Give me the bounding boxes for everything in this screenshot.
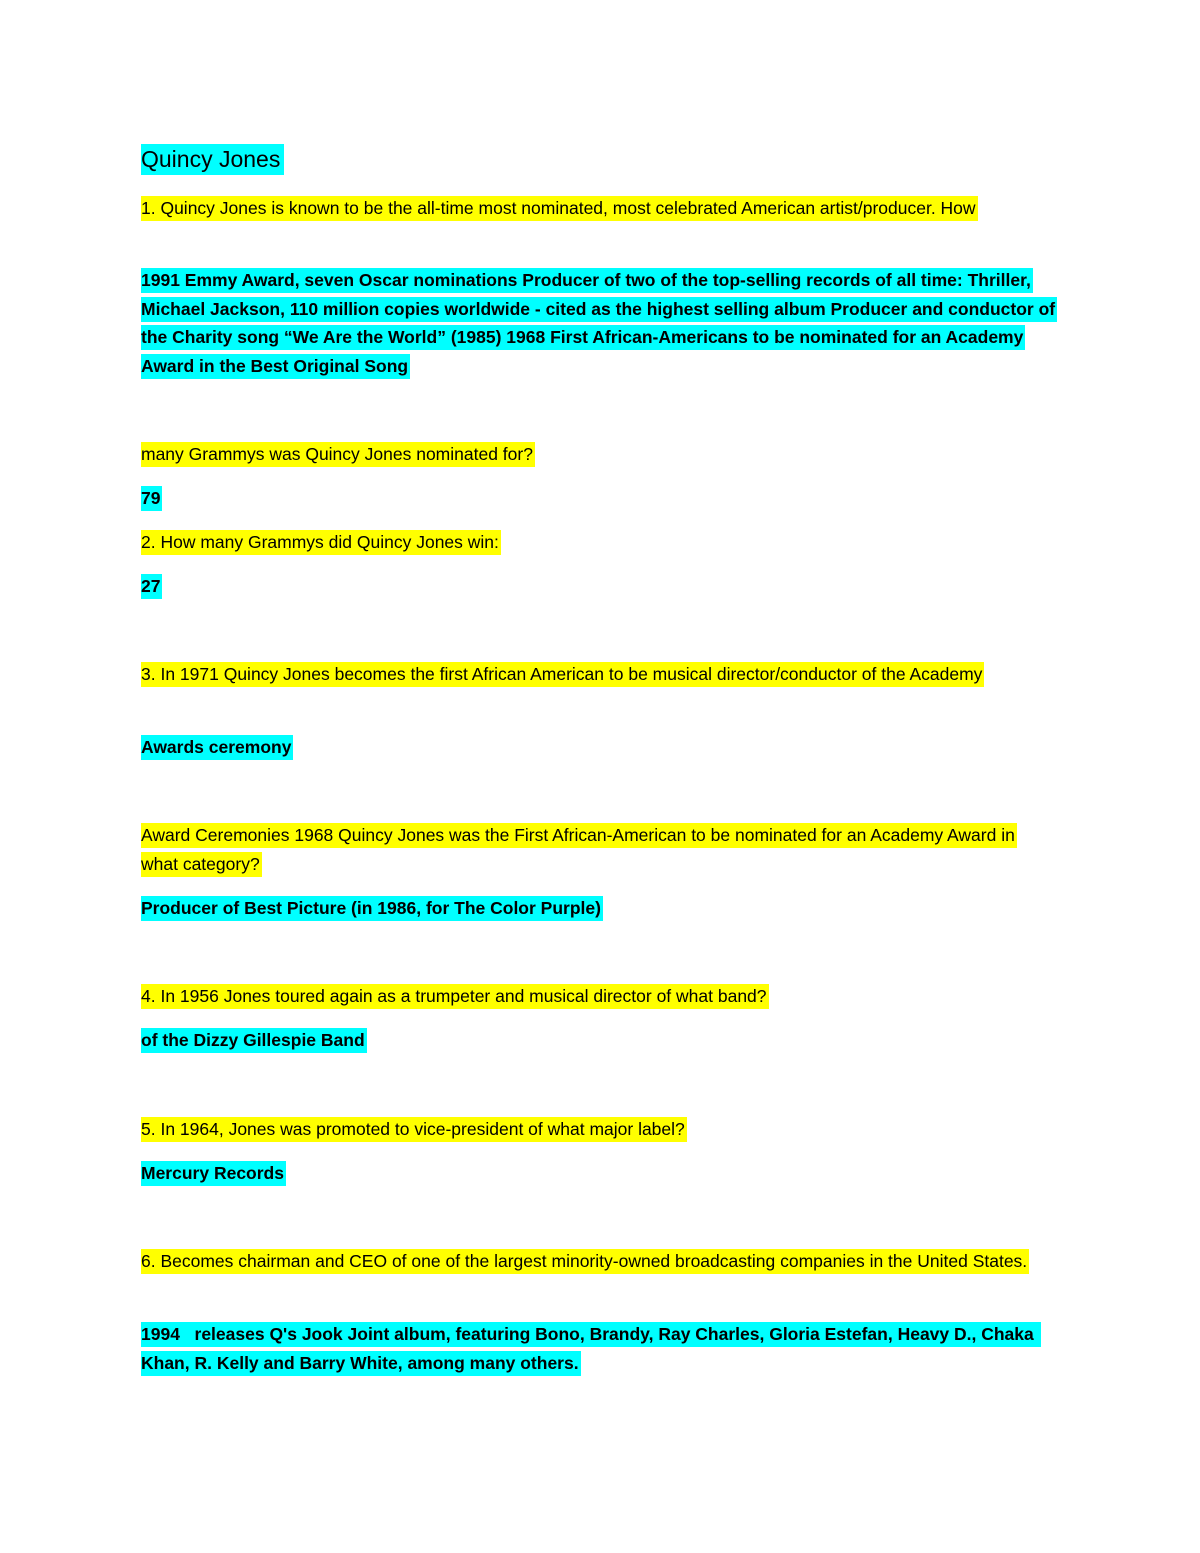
answer-6-text: 1994 releases Q's Jook Joint album, featuring Bono, Brandy, Ray Charles, Gloria Estefan, Heavy D., Chaka Khan, R. Kelly and Barry White, among many others. — [141, 1322, 1041, 1376]
question-3 — [141, 660, 1056, 689]
question-2 — [141, 528, 1056, 557]
question-3b-text: Award Ceremonies 1968 Quincy Jones was the First African-American to be nominated for an Academy Award in what category? — [141, 823, 1017, 877]
answer-3b-text: Producer of Best Picture (in 1986, for The Color Purple) — [141, 896, 603, 921]
question-5-text: 5. In 1964, Jones was promoted to vice-president of what major label? — [141, 1117, 687, 1142]
answer-1b — [141, 484, 1056, 513]
question-4-text: 4. In 1956 Jones toured again as a trumpeter and musical director of what band? — [141, 984, 769, 1009]
answer-6 — [141, 1320, 1056, 1377]
document-title — [141, 142, 284, 176]
answer-1b-text: 79 — [141, 486, 162, 511]
question-6-text: 6. Becomes chairman and CEO of one of the largest minority-owned broadcasting companies in the United States. — [141, 1249, 1029, 1274]
question-6 — [141, 1247, 1056, 1276]
question-4 — [141, 982, 1056, 1011]
answer-5 — [141, 1159, 1056, 1188]
answer-3b — [141, 894, 1056, 923]
answer-4-text: of the Dizzy Gillespie Band — [141, 1028, 367, 1053]
question-1-text: 1. Quincy Jones is known to be the all-time most nominated, most celebrated American artist/producer. How — [141, 196, 978, 221]
question-5 — [141, 1115, 1056, 1144]
answer-2 — [141, 572, 1056, 601]
question-2-text: 2. How many Grammys did Quincy Jones win: — [141, 530, 501, 555]
answer-2-text: 27 — [141, 574, 162, 599]
answer-1-text: 1991 Emmy Award, seven Oscar nominations Producer of two of the top-selling records of all time: Thriller, Michael Jackson, 110 million copies worldwide - cited as the highest selling album Producer and conductor of the Charity song “We Are the World” (1985) 1968 First African-Americans to be nominated for an Academy Award in the Best Original Song — [141, 268, 1057, 379]
question-1b — [141, 440, 1056, 469]
answer-4 — [141, 1026, 1056, 1055]
question-1 — [141, 194, 1056, 223]
question-3b — [141, 821, 1056, 878]
answer-3-text: Awards ceremony — [141, 735, 293, 760]
document-title-text: Quincy Jones — [141, 144, 284, 175]
question-3-text: 3. In 1971 Quincy Jones becomes the first African American to be musical director/conductor of the Academy — [141, 662, 984, 687]
answer-1 — [141, 266, 1056, 380]
answer-5-text: Mercury Records — [141, 1161, 286, 1186]
answer-3 — [141, 733, 1056, 762]
question-1b-text: many Grammys was Quincy Jones nominated for? — [141, 442, 535, 467]
